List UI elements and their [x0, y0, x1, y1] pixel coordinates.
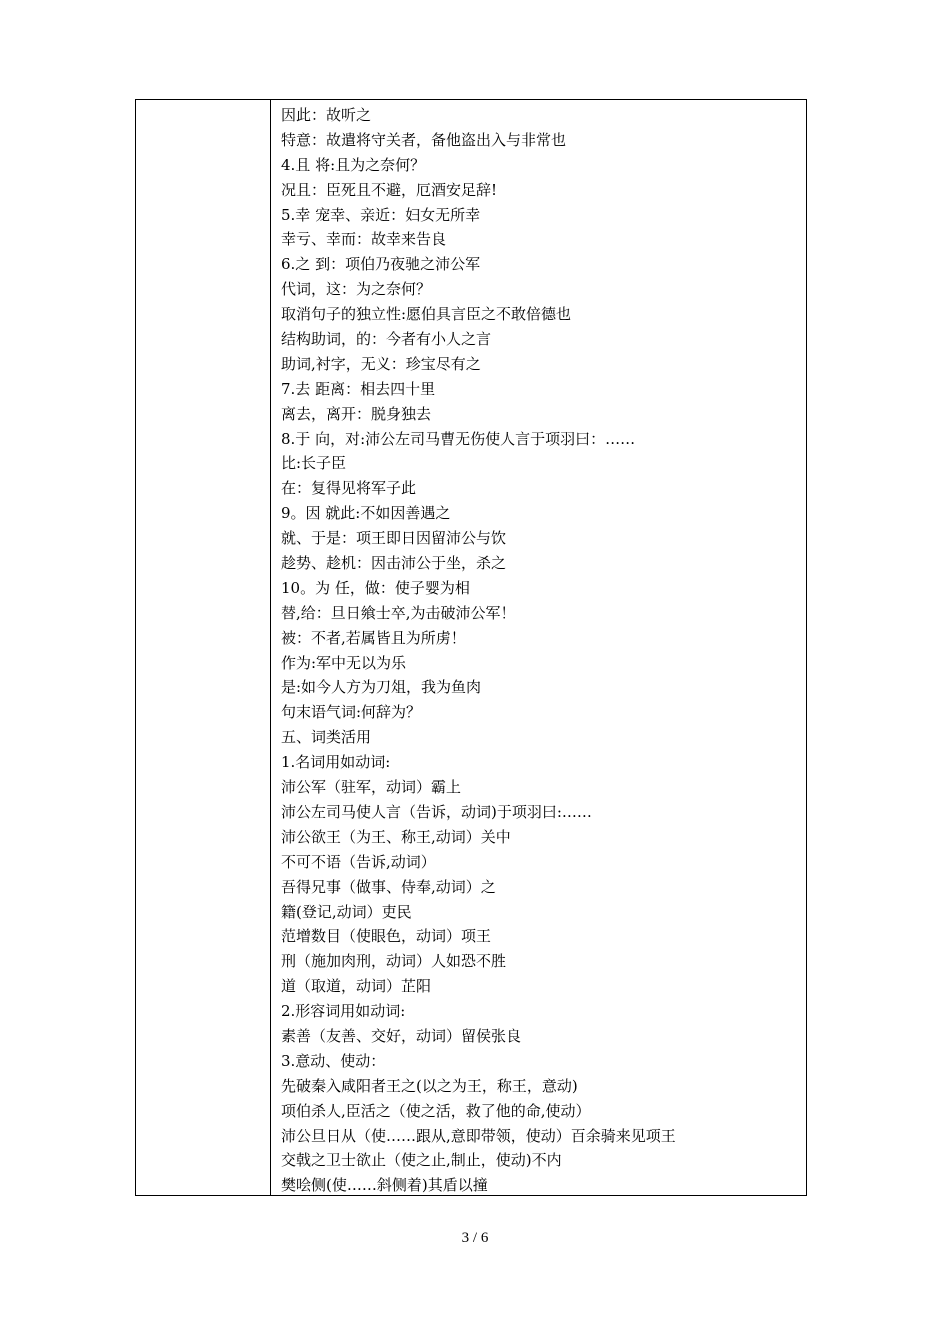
text-line: 幸亏、幸而：故幸来告良: [281, 230, 447, 249]
text-line: 助词,衬字，无义：珍宝尽有之: [281, 354, 481, 373]
text-line: 9。因 就此:不如因善遇之: [281, 504, 451, 523]
text-line: 1.名词用如动词:: [281, 753, 391, 772]
text-line: 道（取道，动词）芷阳: [281, 977, 432, 996]
text-line: 取消句子的独立性:愿伯具言臣之不敢倍德也: [281, 305, 572, 324]
text-line: 范增数目（使眼色，动词）项王: [281, 927, 492, 946]
text-line: 3.意动、使动：: [281, 1051, 386, 1070]
text-line: 在：复得见将军子此: [281, 479, 417, 498]
text-line: 作为:军中无以为乐: [281, 653, 407, 672]
text-line: 沛公旦日从（使……跟从,意即带领，使动）百余骑来见项王: [281, 1126, 676, 1145]
text-line: 7.去 距离：相去四十里: [281, 379, 436, 398]
text-line: 10。为 任，做：使子婴为相: [281, 578, 470, 597]
text-line: 比:长子臣: [281, 454, 347, 473]
text-line: 五、词类活用: [281, 728, 372, 747]
text-line: 句末语气词:何辞为？: [281, 703, 422, 722]
text-line: 因此：故听之: [281, 106, 372, 124]
text-line: 刑（施加肉刑，动词）人如恐不胜: [281, 952, 507, 971]
text-line: 沛公左司马使人言（告诉，动词)于项羽曰:……: [281, 802, 592, 821]
text-line: 被：不者,若属皆且为所虏！: [281, 628, 466, 647]
text-line: 素善（友善、交好，动词）留侯张良: [281, 1026, 522, 1045]
table-left-column: [136, 100, 271, 1195]
text-line: 不可不语（告诉,动词）: [281, 852, 436, 871]
text-line: 先破秦入咸阳者王之(以之为王，称王，意动): [281, 1076, 578, 1095]
text-line: 6.之 到：项伯乃夜驰之沛公军: [281, 255, 481, 274]
text-line: 项伯杀人,臣活之（使之活，救了他的命,使动）: [281, 1101, 591, 1120]
text-line: 2.形容词用如动词:: [281, 1002, 406, 1021]
text-line: 吾得兄事（做事、侍奉,动词）之: [281, 877, 496, 896]
text-line: 籍(登记,动词）吏民: [281, 902, 412, 921]
text-line: 8.于 向，对:沛公左司马曹无伤使人言于项羽曰：……: [281, 429, 636, 448]
page-number: 3 / 6: [461, 1230, 489, 1246]
table-content-column: [281, 103, 800, 1198]
document-table: [135, 99, 807, 1196]
text-line: 特意：故遣将守关者，备他盗出入与非常也: [281, 130, 567, 149]
text-line: 结构助词，的：今者有小人之言: [281, 330, 492, 349]
text-line: 趁势、趁机：因击沛公于坐，杀之: [281, 554, 507, 573]
text-line: 5.幸 宠幸、亲近：妇女无所幸: [281, 205, 481, 224]
text-line: 就、于是：项王即日因留沛公与饮: [281, 529, 507, 548]
text-line: 代词，这：为之奈何？: [281, 280, 432, 299]
text-line: 沛公军（驻军，动词）霸上: [281, 778, 462, 797]
text-line: 离去，离开：脱身独去: [281, 404, 432, 423]
text-line: 况且：臣死且不避，厄酒安足辞!: [281, 180, 498, 199]
text-line: 是:如今人方为刀俎，我为鱼肉: [281, 678, 482, 697]
text-line: 替,给：旦日飨士卒,为击破沛公军！: [281, 603, 516, 622]
text-line: 4.且 将:且为之奈何？: [281, 155, 426, 174]
text-line: 沛公欲王（为王、称王,动词）关中: [281, 827, 511, 846]
text-line: 樊哙侧(使……斜侧着)其盾以撞: [281, 1176, 488, 1195]
text-line: 交戟之卫士欲止（使之止,制止，使动)不内: [281, 1151, 562, 1170]
